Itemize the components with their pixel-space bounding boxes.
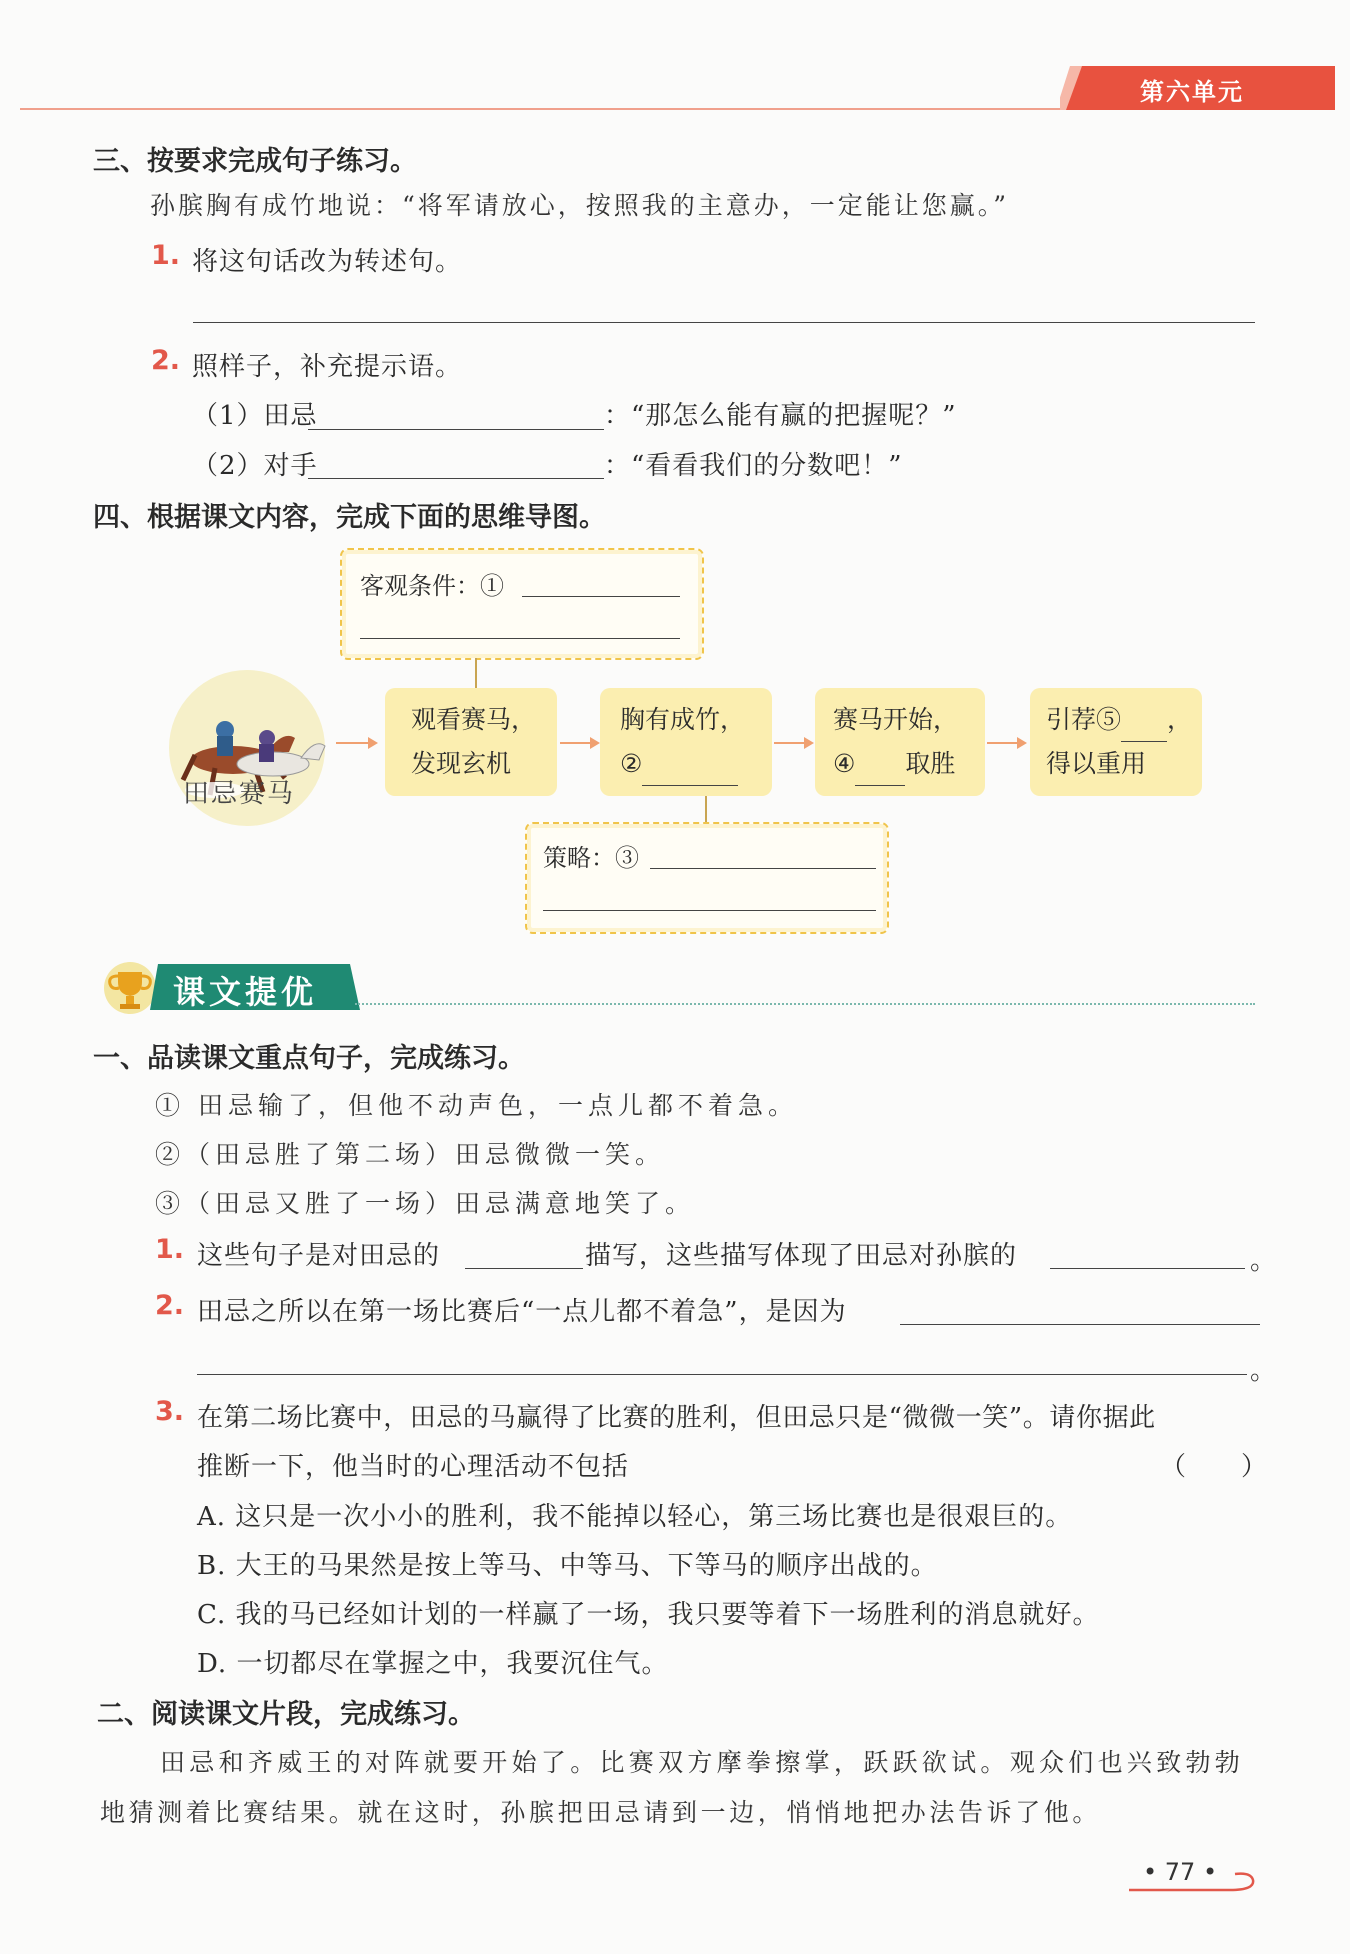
step3-line2b: 取胜: [905, 749, 956, 778]
s3-q2-item1-suffix: ：“那怎么能有赢的把握呢？”: [604, 401, 957, 431]
strategy-connector: [705, 796, 707, 822]
partA-q2-blank-1[interactable]: [900, 1324, 1260, 1325]
conditions-label: 客观条件：①: [360, 572, 504, 600]
partA-q2-end: 。: [1250, 1356, 1278, 1386]
partA-q3-line1: 在第二场比赛中，田忌的马赢得了比赛的胜利，但田忌只是“微微一笑”。请你据此: [197, 1403, 1156, 1433]
s3-q1-text: 将这句话改为转述句。: [192, 247, 463, 277]
partA-q1-text-a: 这些句子是对田忌的: [197, 1241, 441, 1271]
condition-2-blank[interactable]: [360, 638, 680, 639]
section3-quote: 孙膑胸有成竹地说：“将军请放心，按照我的主意办，一定能让您赢。”: [150, 191, 1010, 220]
banner-dotted-rule: [355, 1003, 1255, 1005]
step2-line2: ②: [620, 749, 643, 778]
partA-q1-end: 。: [1250, 1246, 1278, 1276]
s3-q2-item2-suffix: ：“看看我们的分数吧！”: [604, 451, 903, 481]
strategy-blank-2[interactable]: [543, 910, 876, 911]
partA-q1-number: 1.: [155, 1234, 185, 1265]
conditions-connector: [475, 658, 477, 688]
step4-box: [1030, 688, 1202, 796]
step2-blank[interactable]: [642, 761, 738, 786]
step2-box: [600, 688, 772, 796]
s3-q2-item1-prefix: （1）田忌: [192, 401, 318, 431]
s3-q2-item2-prefix: （2）对手: [192, 451, 318, 481]
s3-q2-number: 2.: [151, 345, 181, 376]
page-swoosh-icon: [1125, 1866, 1260, 1894]
arrow-2: [560, 742, 598, 744]
step1-line2: 发现玄机: [411, 749, 512, 778]
s3-q1-number: 1.: [151, 240, 181, 271]
step4-line2: 得以重用: [1046, 749, 1147, 778]
s3-q2-item2-blank[interactable]: [308, 478, 604, 479]
banner-title: 课文提优: [173, 973, 318, 1011]
section3-heading: 三、按要求完成句子练习。: [93, 146, 417, 177]
partA-q1-text-b: 描写，这些描写体现了田忌对孙膑的: [585, 1241, 1018, 1271]
partA-q2-number: 2.: [155, 1290, 185, 1321]
conditions-box: [340, 548, 704, 660]
partA-q3-line2: 推断一下，他当时的心理活动不包括: [197, 1452, 630, 1482]
partB-heading: 二、阅读课文片段，完成练习。: [97, 1699, 475, 1730]
partA-option-c: C. 我的马已经如计划的一样赢了一场，我只要等着下一场胜利的消息就好。: [197, 1600, 1100, 1630]
section4-heading: 四、根据课文内容，完成下面的思维导图。: [93, 502, 606, 533]
step3-line2a: ④: [833, 749, 856, 778]
step2-line1: 胸有成竹，: [620, 705, 746, 734]
partB-paragraph-line1: 田忌和齐威王的对阵就要开始了。比赛双方摩拳擦掌，跃跃欲试。观众们也兴致勃勃: [160, 1748, 1245, 1777]
partA-option-b: B. 大王的马果然是按上等马、中等马、下等马的顺序出战的。: [197, 1551, 938, 1581]
step1-box: [385, 688, 557, 796]
step3-line1: 赛马开始，: [833, 705, 959, 734]
unit-tab-label: 第六单元: [1140, 78, 1244, 106]
partA-option-a: A. 这只是一次小小的胜利，我不能掉以轻心，第三场比赛也是很艰巨的。: [197, 1502, 1073, 1532]
partB-paragraph-line2: 地猜测着比赛结果。就在这时，孙膑把田忌请到一边，悄悄地把办法告诉了他。: [100, 1798, 1102, 1827]
condition-1-blank[interactable]: [522, 596, 680, 597]
step4-line1a: 引荐⑤: [1046, 705, 1122, 734]
step4-blank[interactable]: [1121, 717, 1167, 742]
partA-q2-text: 田忌之所以在第一场比赛后“一点儿都不着急”，是因为: [197, 1297, 847, 1327]
arrow-3: [774, 742, 812, 744]
s3-q1-answer-line[interactable]: [193, 322, 1255, 323]
step3-blank[interactable]: [855, 761, 905, 786]
partA-sentence-2: ②（田忌胜了第二场）田忌微微一笑。: [155, 1140, 666, 1169]
step3-box: [815, 688, 985, 796]
partA-q1-blank-1[interactable]: [465, 1268, 583, 1269]
step1-line1: 观看赛马，: [411, 705, 537, 734]
partA-sentence-1: ① 田忌输了，但他不动声色，一点儿都不着急。: [155, 1091, 798, 1120]
s3-q2-text: 照样子，补充提示语。: [192, 352, 463, 382]
strategy-blank-1[interactable]: [650, 868, 876, 869]
partA-heading: 一、品读课文重点句子，完成练习。: [93, 1043, 525, 1074]
partA-option-d: D. 一切都尽在掌握之中，我要沉住气。: [197, 1649, 669, 1679]
center-label: 田忌赛马: [183, 779, 296, 809]
page-number: • 77 •: [1143, 1858, 1218, 1886]
partA-q3-answer-paren[interactable]: （ ）: [1160, 1452, 1269, 1482]
step4-line1b: ，: [1167, 705, 1193, 734]
partA-q2-blank-2[interactable]: [197, 1374, 1247, 1375]
partA-q3-number: 3.: [155, 1396, 185, 1427]
s3-q2-item1-blank[interactable]: [308, 429, 604, 430]
arrow-1: [336, 742, 376, 744]
strategy-label: 策略：③: [543, 844, 639, 872]
partA-q1-blank-2[interactable]: [1050, 1268, 1245, 1269]
arrow-4: [987, 742, 1025, 744]
partA-sentence-3: ③（田忌又胜了一场）田忌满意地笑了。: [155, 1189, 696, 1218]
